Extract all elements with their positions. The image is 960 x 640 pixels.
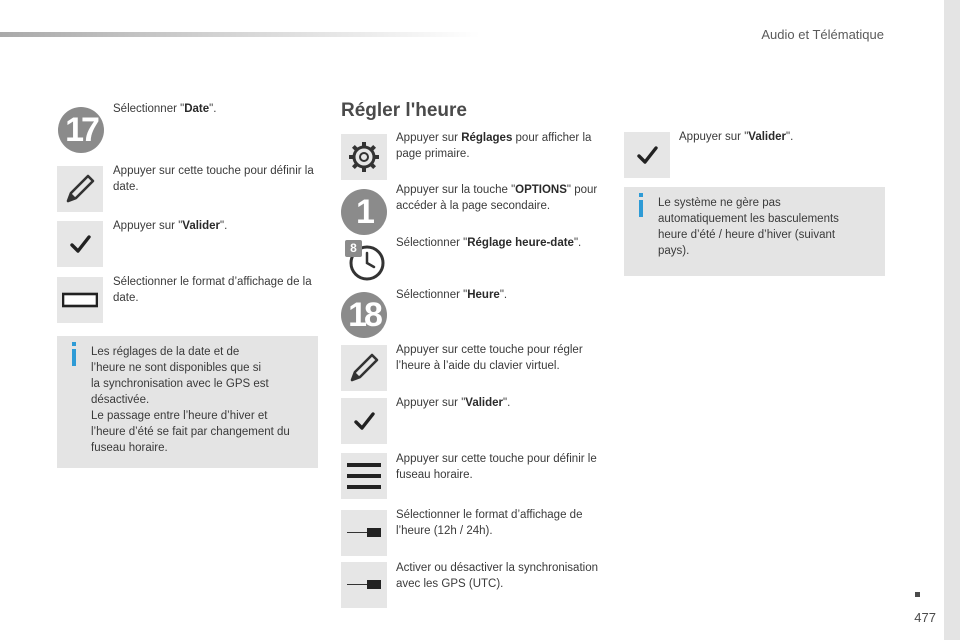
- validate-time-text: Appuyer sur "Valider".: [396, 397, 511, 409]
- validate-date-button[interactable]: [57, 221, 103, 267]
- edit-date-button[interactable]: [57, 166, 103, 212]
- options-text: Appuyer sur la touche "OPTIONS" pour accéder à la page secondaire.: [396, 184, 598, 212]
- gps-sync-text: Activer ou désactiver la synchronisation avec les GPS (UTC).: [396, 562, 598, 590]
- validate-date-text: Appuyer sur "Valider".: [113, 220, 228, 232]
- step-badge-17: 17: [58, 107, 104, 153]
- page-marker: [915, 592, 920, 597]
- checkmark-icon: [636, 144, 658, 166]
- time-format-text: Sélectionner le format d’affichage de l’heure (12h / 24h).: [396, 509, 583, 537]
- step-badge-18: 18: [341, 292, 387, 338]
- date-sync-note: [57, 336, 318, 468]
- edit-date-text: Appuyer sur cette touche pour définir la date.: [113, 165, 314, 193]
- settings-button[interactable]: [341, 134, 387, 180]
- note-line: heure d’été / heure d’hiver (suivant: [658, 229, 836, 241]
- note-line: désactivée.: [91, 394, 150, 406]
- time-format-toggle[interactable]: [341, 510, 387, 556]
- note-line: Le système ne gère pas: [658, 197, 781, 209]
- note-line: Le passage entre l’heure d’hiver et: [91, 410, 268, 422]
- format-bar-icon: [62, 292, 98, 308]
- section-header: Audio et Télématique: [761, 27, 884, 42]
- note-line: fuseau horaire.: [91, 442, 168, 454]
- step-badge-1: 1: [341, 189, 387, 235]
- date-format-button[interactable]: [57, 277, 103, 323]
- validate-right-text: Appuyer sur "Valider".: [679, 131, 794, 143]
- note-line: la synchronisation avec le GPS est: [91, 378, 269, 390]
- validate-right-button[interactable]: [624, 132, 670, 178]
- checkmark-icon: [69, 233, 91, 255]
- settings-text: Appuyer sur Réglages pour afficher la page primaire.: [396, 132, 592, 160]
- note-line: automatiquement les basculements: [658, 213, 839, 225]
- time-setting-text: Sélectionner "Réglage heure-date".: [396, 237, 582, 249]
- note-line: l’heure ne sont disponibles que si: [91, 362, 262, 374]
- date-sync-note-text: [91, 344, 315, 456]
- edit-time-button[interactable]: [341, 345, 387, 391]
- toggle-knob: [367, 528, 381, 537]
- edit-time-text: Appuyer sur cette touche pour régler l’heure à l’aide du clavier virtuel.: [396, 344, 583, 372]
- pencil-icon: [63, 172, 97, 206]
- clock-badge-number: 8: [350, 241, 357, 255]
- timezone-text: Appuyer sur cette touche pour définir le fuseau horaire.: [396, 453, 597, 481]
- clock-settings-icon[interactable]: [342, 238, 388, 284]
- dst-note-text: [658, 195, 882, 259]
- gear-icon: [347, 140, 381, 174]
- section-title: Régler l'heure: [341, 100, 467, 121]
- step-17-text: Sélectionner "Date".: [113, 103, 217, 115]
- pencil-icon: [347, 351, 381, 385]
- info-icon: [639, 200, 643, 217]
- validate-time-button[interactable]: [341, 398, 387, 444]
- note-line: l’heure d’été se fait par changement du: [91, 426, 290, 438]
- gps-sync-toggle[interactable]: [341, 562, 387, 608]
- page-number: 477: [914, 610, 936, 625]
- page-edge-strip: [944, 0, 960, 640]
- checkmark-icon: [353, 410, 375, 432]
- hour-text: Sélectionner "Heure".: [396, 289, 508, 301]
- header-gradient-bar: [0, 32, 480, 37]
- dst-note: [624, 187, 885, 276]
- toggle-knob: [367, 580, 381, 589]
- date-format-text: Sélectionner le format d’affichage de la date.: [113, 276, 312, 304]
- note-line: pays).: [658, 245, 690, 257]
- timezone-button[interactable]: [341, 453, 387, 499]
- info-icon: [72, 349, 76, 366]
- menu-icon: [346, 460, 382, 492]
- note-line: Les réglages de la date et de: [91, 346, 240, 358]
